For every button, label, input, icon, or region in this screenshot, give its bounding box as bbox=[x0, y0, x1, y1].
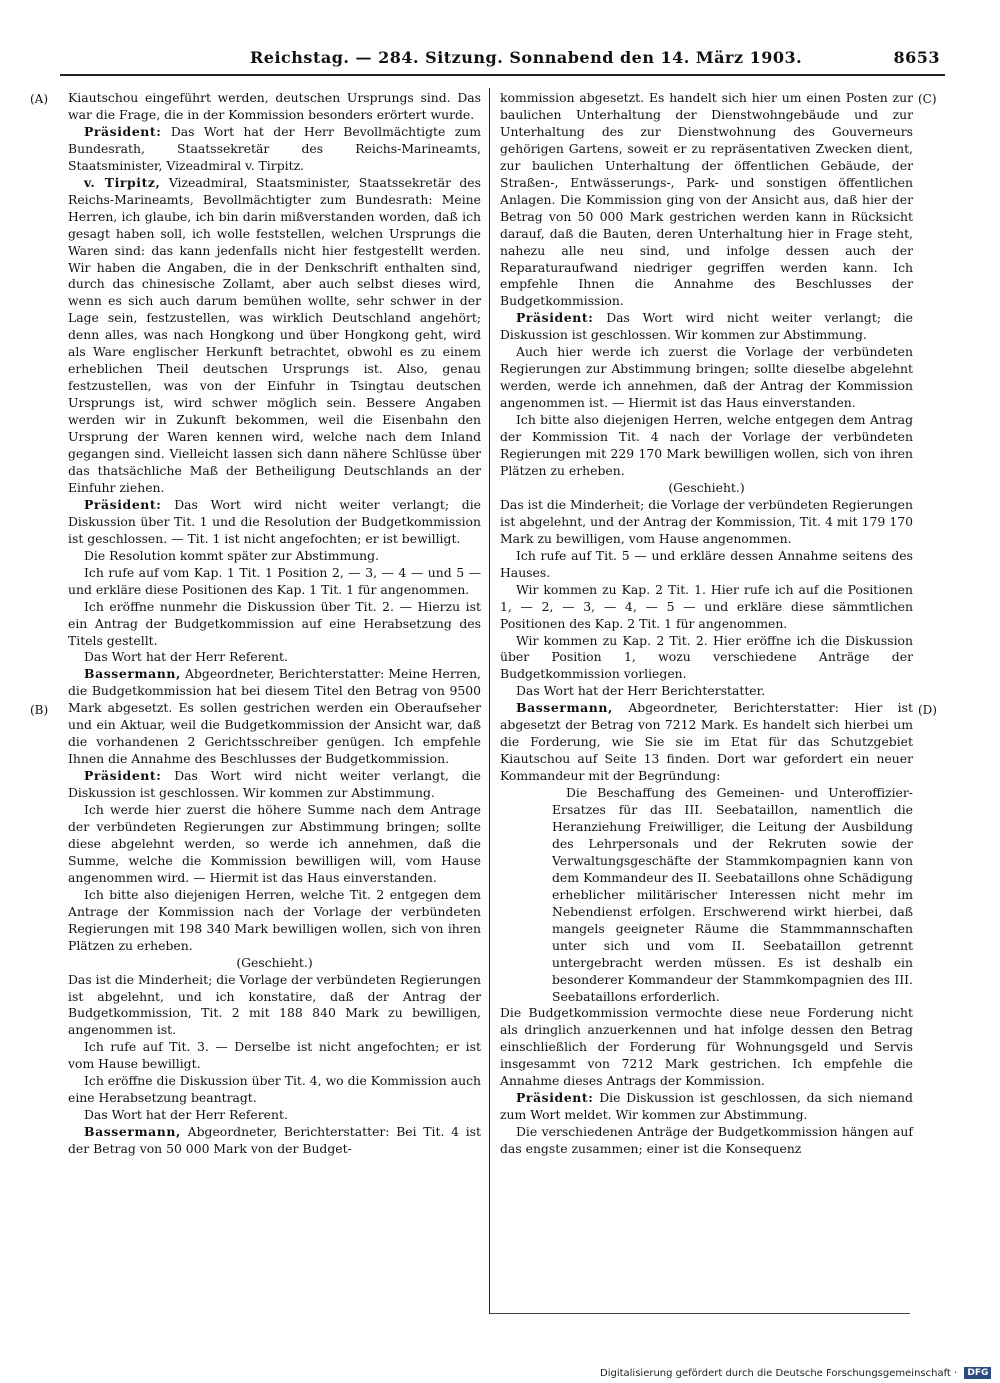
paragraph bbox=[68, 972, 481, 1040]
paragraph-text: Ich bitte also diejenigen Herren, welche entgegen dem Antrag der Kommission Tit. 4 nach der Vorlage der verbündeten Regierungen mit 229 170 Mark bewilligen wollen, sich von ihren Plätzen zu erheben. bbox=[500, 412, 913, 478]
stage-direction bbox=[500, 480, 913, 497]
paragraph-text: Die Budgetkommission vermochte diese neue Forderung nicht als dringlich anzuerkennen und hat infolge dessen den Betrag einschließlich der Forderung für Wohnungsgeld und Servis insgesammt von 7212 Mark gestrichen. Ich empfehle die Annahme dieses Antrags der Kommission. bbox=[500, 1005, 913, 1089]
paragraph-text: Das Wort wird nicht weiter verlangt, die Diskussion ist geschlossen. Wir kommen zur Abstimmung. bbox=[68, 768, 481, 801]
paragraph bbox=[68, 1107, 481, 1124]
paragraph-text: Ich eröffne die Diskussion über Tit. 4, wo die Kommission auch eine Herabsetzung beantragt. bbox=[68, 1073, 481, 1106]
paragraph-text: Vizeadmiral, Staatsminister, Staatssekretär des Reichs-Marineamts, Bevollmächtigter zum Bundesrath: Meine Herren, ich glaube, ich bin darin mißverstanden worden, daß ich gesagt haben soll, ich wolle feststellen, welchen Ursprungs die Waren sind: das kann jedenfalls nicht hier festgestellt werden. Wir haben die Angaben, die in der Denkschrift enthalten sind, durch das chinesische Zollamt, aber auch selbst dieses wird, wenn es sich auch darum bemühen wollte, sehr schwer in der Lage sein, festzustellen, was wirklich Deutschland angehört; denn alles, was nach Hongkong und über Hongkong geht, wird als Ware englischer Herkunft betrachtet, obwohl es zu einem erheblichen Theil deutschen Ursprungs ist. Also, genau festzustellen, was von der Einfuhr in Tsingtau deutschen Ursprungs ist, wird schwer möglich sein. Bessere Angaben werden wir in Zukunft bekommen, weil die Eisenbahn den Ursprung der Waren kennen wird, welche nach dem Inland gegangen sind. Vielleicht lassen sich dann nähere Schlüsse über das thatsächliche Maß der Betheiligung Deutschlands an der Einfuhr ziehen. bbox=[68, 174, 481, 495]
paragraph-text: kommission abgesetzt. Es handelt sich hier um einen Posten zur baulichen Unterhaltung der Dienstwohngebäude und zur Unterhaltung des zur Dienstwohnung des Gouverneurs gehörigen Gartens, soweit er zu repräsentativen Zwecken dient, zur baulichen Unterhaltung der öffentlichen Gebäude, der Straßen-, Entwässerungs-, Park- und sonstigen öffentlichen Anlagen. Die Kommission ging von der Ansicht aus, daß hier der Betrag von 50 000 Mark gestrichen werden kann in Rücksicht darauf, daß die Bauten, deren Unterhaltung hier in Frage steht, nahezu alle neu sind, und infolge dessen auch der Reparaturaufwand niedriger gegriffen werden kann. Ich empfehle Ihnen die Annahme des Beschlusses der Budgetkommission. bbox=[500, 90, 913, 309]
paragraph-text: Ich rufe auf Tit. 3. — Derselbe ist nicht angefochten; er ist vom Hause bewilligt. bbox=[68, 1039, 481, 1072]
paragraph bbox=[68, 90, 481, 124]
paragraph bbox=[500, 548, 913, 582]
paragraph-text: Abgeordneter, Berichterstatter: Hier ist abgesetzt der Betrag von 7212 Mark. Es handelt sich hierbei um die Forderung, wie Sie sie im Etat für das Schutzgebiet Kiautschou auf Seite 13 finden. Dort war gefordert ein neuer Kommandeur mit der Begründung: bbox=[500, 700, 913, 784]
page-header bbox=[60, 40, 945, 74]
page-number: 8653 bbox=[893, 48, 940, 67]
margin-mark-a: (A) bbox=[30, 92, 49, 106]
paragraph-text: Ich rufe auf Tit. 5 — und erkläre dessen Annahme seitens des Hauses. bbox=[500, 547, 913, 580]
paragraph bbox=[68, 548, 481, 565]
paragraph-text: Das Wort wird nicht weiter verlangt; die Diskussion über Tit. 1 und die Resolution der Budgetkommission ist geschlossen. — Tit. 1 ist nicht angefochten; er ist bewilligt. bbox=[68, 496, 481, 546]
column-rule bbox=[489, 88, 490, 1314]
paragraph-text: Wir kommen zu Kap. 2 Tit. 2. Hier eröffne ich die Diskussion über Position 1, wozu verschiedene Anträge der Budgetkommission vorliegen. bbox=[500, 632, 913, 682]
footer bbox=[600, 1367, 991, 1379]
paragraph bbox=[500, 683, 913, 700]
paragraph bbox=[500, 633, 913, 684]
paragraph bbox=[500, 344, 913, 412]
paragraph bbox=[68, 1073, 481, 1107]
paragraph-text: Abgeordneter, Berichterstatter: Meine Herren, die Budgetkommission hat bei diesem Titel den Betrag von 9500 Mark abgesetzt. Es sollen gestrichen werden ein Oberaufseher und ein Aktuar, weil die Budgetkommission der Ansicht war, daß die vorhandenen 2 Gerichtsschreiber genügen. Ich empfehle Ihnen die Annahme des Beschlusses der Budgetkommission. bbox=[68, 666, 481, 767]
paragraph-text: Das Wort wird nicht weiter verlangt; die Diskussion ist geschlossen. Wir kommen zur Abstimmung. bbox=[500, 310, 913, 343]
stage-direction bbox=[68, 955, 481, 972]
speaker-name: Präsident: bbox=[516, 310, 594, 326]
speaker-name: Bassermann, bbox=[84, 666, 181, 682]
paragraph-text: Ich werde hier zuerst die höhere Summe nach dem Antrage der verbündeten Regierungen zur Abstimmung bringen; sollte diese abgelehnt werden, so werde ich annehmen, daß die Summe, welche die Kommission bewilligen will, vom Hause angenommen wird. — Hiermit ist das Haus einverstanden. bbox=[68, 802, 481, 885]
left-column bbox=[68, 90, 481, 1158]
paragraph-text: Die Resolution kommt später zur Abstimmung. bbox=[84, 547, 380, 563]
speaker-name: Bassermann, bbox=[84, 1124, 181, 1140]
quoted-paragraph bbox=[500, 785, 913, 1005]
speech-paragraph bbox=[68, 497, 481, 548]
paragraph-text: Das Wort hat der Herr Referent. bbox=[84, 649, 288, 665]
paragraph-text: Ich rufe auf vom Kap. 1 Tit. 1 Position 2, — 3, — 4 — und 5 — und erkläre diese Positionen des Kap. 1 Tit. 1 für angenommen. bbox=[68, 564, 481, 597]
speech-paragraph bbox=[68, 175, 481, 497]
speech-paragraph bbox=[68, 666, 481, 768]
paragraph-text: Ich eröffne nunmehr die Diskussion über Tit. 2. — Hierzu ist ein Antrag der Budgetkommission auf eine Herabsetzung des Titels gestellt. bbox=[68, 598, 481, 648]
paragraph bbox=[68, 1039, 481, 1073]
paragraph-text: Kiautschou eingeführt werden, deutschen Ursprungs sind. Das war die Frage, die in der Kommission besonders erörtert wurde. bbox=[68, 90, 481, 122]
paragraph-text: Wir kommen zu Kap. 2 Tit. 1. Hier rufe ich auf die Positionen 1, — 2, — 3, — 4, — 5 — und erkläre diese sämmtlichen Positionen des Kap. 2 Tit. 1 für angenommen. bbox=[500, 581, 913, 631]
speech-paragraph bbox=[68, 1124, 481, 1158]
footer-text: Digitalisierung gefördert durch die Deutsche Forschungsgemeinschaft · bbox=[600, 1368, 958, 1379]
paragraph-text: Das Wort hat der Herr Berichterstatter. bbox=[516, 683, 766, 699]
paragraph-text: Das Wort hat der Herr Referent. bbox=[84, 1107, 288, 1123]
paragraph bbox=[68, 565, 481, 599]
speaker-name: Präsident: bbox=[84, 496, 162, 512]
paragraph-text: Ich bitte also diejenigen Herren, welche Tit. 2 entgegen dem Antrage der Kommission nach der Vorlage der verbündeten Regierungen mit 198 340 Mark bewilligen wollen, sich von ihren Plätzen zu erheben. bbox=[68, 886, 481, 953]
paragraph-text: Die Beschaffung des Gemeinen- und Unteroffizier-Ersatzes für das III. Seebataillon, namentlich die Heranziehung Freiwilliger, die Leitung der Ausbildung des Lehrpersonals und der Rekruten sowie der Verwaltungsgeschäfte der Stammkompagnien kann von dem Kommandeur des II. Seebataillons ohne Schädigung erheblicher militärischer Interessen nicht mehr im Nebendienst erfolgen. Erschwerend wirkt hierbei, daß mangels geeigneter Räume die Stammmannschaften unter sich und vom II. Seebataillon getrennt untergebracht werden müssen. Es ist deshalb ein besonderer Kommandeur der Stammkompagnien des III. Seebataillons erforderlich. bbox=[552, 785, 913, 1004]
speaker-name: v. Tirpitz, bbox=[84, 174, 161, 190]
paragraph bbox=[500, 1005, 913, 1090]
speaker-name: Präsident: bbox=[516, 1090, 594, 1106]
speech-paragraph bbox=[500, 1090, 913, 1124]
margin-mark-c: (C) bbox=[918, 92, 937, 106]
speech-paragraph bbox=[68, 768, 481, 802]
speech-paragraph bbox=[500, 700, 913, 785]
footer-rule bbox=[490, 1313, 910, 1314]
paragraph-text: (Geschieht.) bbox=[668, 479, 745, 495]
paragraph bbox=[500, 497, 913, 548]
paragraph-text: Das ist die Minderheit; die Vorlage der verbündeten Regierungen ist abgelehnt, und ich konstatire, daß der Antrag der Budgetkommission, Tit. 2 mit 188 840 Mark zu bewilligen, angenommen ist. bbox=[68, 971, 481, 1038]
margin-mark-d: (D) bbox=[918, 703, 937, 717]
speaker-name: Bassermann, bbox=[516, 700, 613, 716]
paragraph-text: Das ist die Minderheit; die Vorlage der verbündeten Regierungen ist abgelehnt, und der Antrag der Kommission, Tit. 4 mit 179 170 Mark zu bewilligen, vom Hause angenommen. bbox=[500, 496, 913, 546]
paragraph bbox=[500, 90, 913, 310]
paragraph bbox=[68, 649, 481, 666]
speech-paragraph bbox=[68, 124, 481, 175]
paragraph bbox=[500, 582, 913, 633]
paragraph bbox=[500, 412, 913, 480]
right-column bbox=[500, 90, 913, 1158]
header-title: Reichstag. — 284. Sitzung. Sonnabend den 14. März 1903. bbox=[250, 48, 803, 67]
paragraph bbox=[500, 1124, 913, 1158]
paragraph-text: Die Diskussion ist geschlossen, da sich niemand zum Wort meldet. Wir kommen zur Abstimmung. bbox=[500, 1090, 913, 1123]
margin-mark-b: (B) bbox=[30, 703, 49, 717]
dfg-logo: DFG bbox=[964, 1367, 991, 1379]
paragraph-text: (Geschieht.) bbox=[236, 954, 313, 970]
paragraph-text: Auch hier werde ich zuerst die Vorlage der verbündeten Regierungen zur Abstimmung bringen; sollte dieselbe abgelehnt werden, werde ich annehmen, daß der Antrag der Kommission angenommen ist. — Hiermit ist das Haus einverstanden. bbox=[500, 344, 913, 411]
speech-paragraph bbox=[500, 310, 913, 344]
paragraph bbox=[68, 887, 481, 955]
paragraph bbox=[68, 802, 481, 887]
speaker-name: Präsident: bbox=[84, 768, 162, 784]
paragraph bbox=[68, 599, 481, 650]
speaker-name: Präsident: bbox=[84, 123, 162, 139]
paragraph-text: Die verschiedenen Anträge der Budgetkommission hängen auf das engste zusammen; einer ist die Konsequenz bbox=[500, 1124, 913, 1157]
paragraph-text: Das Wort hat der Herr Bevollmächtigte zum Bundesrath, Staatssekretär des Reichs-Marineamts, Staatsminister, Vizeadmiral v. Tirpitz. bbox=[68, 123, 481, 173]
paragraph-text: Abgeordneter, Berichterstatter: Bei Tit. 4 ist der Betrag von 50 000 Mark von der Budget- bbox=[68, 1124, 481, 1157]
header-rule bbox=[60, 74, 945, 76]
